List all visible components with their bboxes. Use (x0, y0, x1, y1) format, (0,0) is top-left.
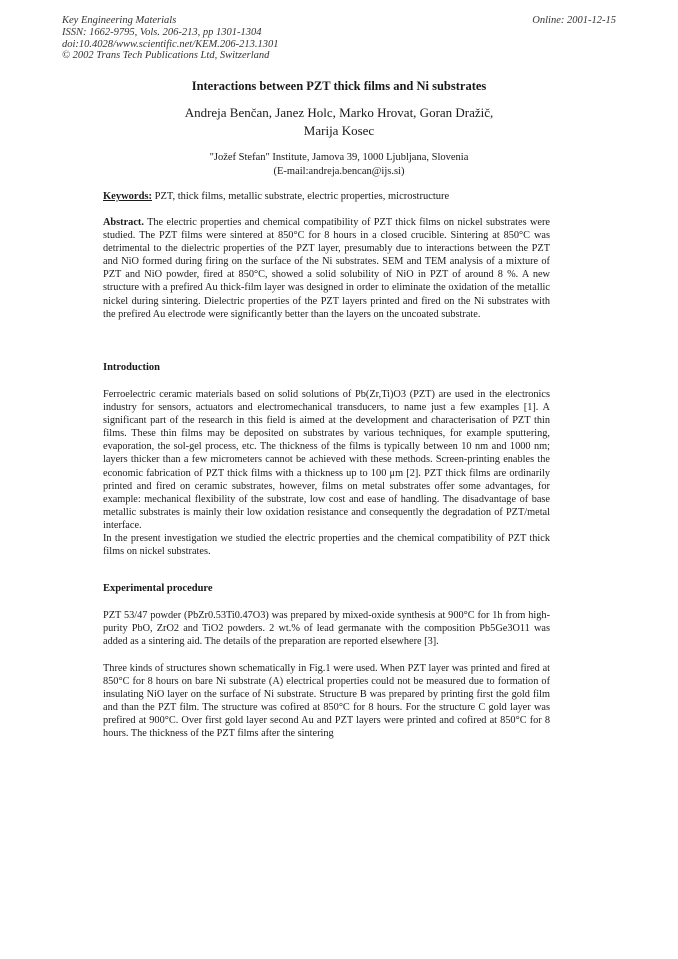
introduction-paragraph-1: Ferroelectric ceramic materials based on solid solutions of Pb(Zr,Ti)O3 (PZT) are used in the electronics industry for sensors, actuators and electromechanical transducers, to name just a few examples [1]. A significant part of the research in this field is aimed at the development and characterisation of PZT thin films. These thin films may be deposited on substrates by various techniques, for example sputtering, evaporation, the sol-gel process, etc. The thickness of the films is typically between 10 nm and 1000 nm; layers thicker than a few micrometers cannot be achieved with these methods. Screen-printing enables the economic fabrication of PZT thick films with a thickness up to 100 μm [2]. PZT thick films are ordinarily printed and fired on ceramic substrates, however, films on metal substrates offer some advantages, for example: mechanical flexibility of the substrate, low cost and ease of handling. The disadvantage of base metallic substrates is mainly their low oxidation resistance and consequently the degradation of PZT/metal interface. (103, 389, 550, 531)
authors (150, 104, 528, 140)
abstract-label: Abstract. (103, 217, 144, 228)
issn-line: ISSN: 1662-9795, Vols. 206-213, pp 1301-1304 (62, 26, 262, 38)
keywords-label: Keywords: (103, 191, 152, 202)
keywords (103, 191, 449, 202)
journal-name: Key Engineering Materials (62, 15, 177, 26)
authors-line-2: Marija Kosec (303, 123, 375, 138)
doi-line[interactable]: doi:10.4028/www.scientific.net/KEM.206-213.1301 (62, 38, 279, 50)
online-date: Online: 2001-12-15 (532, 15, 616, 26)
abstract-text: The electric properties and chemical compatibility of PZT thick films on nickel substrates were studied. The PZT films were sintered at 850°C for 8 hours in a closed crucible. Sintering at 850°C was detrimental to the dielectric properties of the PZT layer, presumably due to interactions between the PZT and NiO formed during firing on the surface of the Ni substrates. SEM and TEM analysis of a mixture of PZT and NiO powder, fired at 850°C, showed a solid solubility of NiO in PZT of around 8 %. A new structure with a prefired Au thick-film layer was designed in order to eliminate the oxidation of the metallic nickel during sintering. Dielectric properties of the PZT layers printed and fired on the Ni substrates with the prefired Au electrode were significantly better than the layers on the uncoated substrate. (103, 217, 550, 320)
paper-title: Interactions between PZT thick films and Ni substrates (191, 79, 487, 93)
authors-line-1: Andreja Benčan, Janez Holc, Marko Hrovat, Goran Dražič, (184, 105, 494, 120)
experimental-paragraph-2: Three kinds of structures shown schematically in Fig.1 were used. When PZT layer was printed and fired at 850°C for 8 hours on bare Ni substrate (A) electrical properties could not be measured due to formation of insulating NiO layer on the surface of Ni substrate. Structure B was prepared by printing first the gold film and than the PZT film. The structure was cofired at 850°C for 8 hours. For the structure C gold layer was prefired at 900°C. Over first gold layer second Au and PZT layers were printed and cofired at 850°C for 8 hours. The thickness of the PZT films after the sintering (103, 663, 550, 740)
copyright-line: © 2002 Trans Tech Publications Ltd, Switzerland (62, 50, 270, 62)
affiliation (0, 151, 678, 179)
affiliation-email: (E-mail:andreja.bencan@ijs.si) (273, 166, 405, 177)
introduction-heading: Introduction (103, 362, 160, 373)
experimental-heading: Experimental procedure (103, 583, 213, 594)
affiliation-line-1: "Jožef Stefan" Institute, Jamova 39, 1000 Ljubljana, Slovenia (209, 152, 469, 163)
keywords-text: PZT, thick films, metallic substrate, electric properties, microstructure (154, 191, 450, 202)
experimental-paragraph-1: PZT 53/47 powder (PbZr0.53Ti0.47O3) was prepared by mixed-oxide synthesis at 900°C for 1h from high-purity PbO, ZrO2 and TiO2 powders. 2 wt.% of lead germanate with the composition Pb5Ge3O11 was added as a sintering aid. The details of the preparation are reported elsewhere [3]. (103, 610, 550, 648)
journal-header (62, 15, 279, 62)
abstract (103, 216, 550, 321)
introduction-paragraph-2: In the present investigation we studied the electric properties and the chemical compatibility of PZT thick films on nickel substrates. (103, 533, 550, 558)
